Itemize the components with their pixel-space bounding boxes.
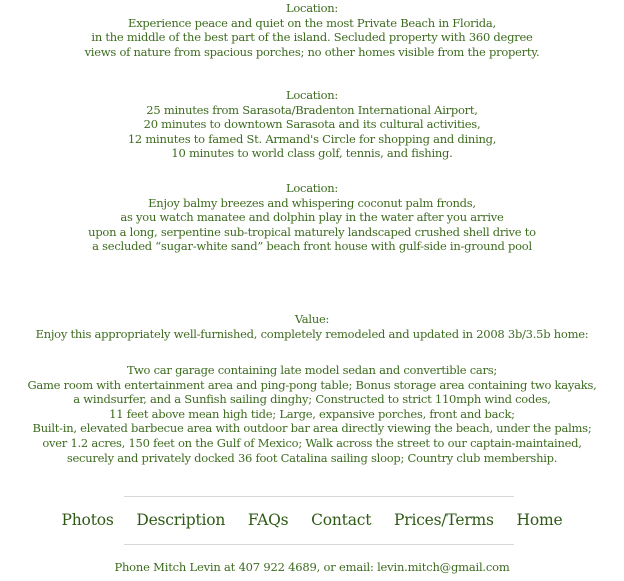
amenity-line: 11 feet above mean high tide; Large, expansive porches, front and back; xyxy=(109,406,515,421)
section-line: Experience peace and quiet on the most Private Beach in Florida, xyxy=(128,15,496,30)
nav-link-contact[interactable]: Contact xyxy=(311,511,372,529)
section-line: Enjoy balmy breezes and whispering coconut palm fronds, xyxy=(148,195,476,210)
section-line: in the middle of the best part of the island. Secluded property with 360 degree xyxy=(91,30,533,45)
section-line: as you watch manatee and dolphin play in the water after you arrive xyxy=(120,210,504,225)
section-heading: Value: xyxy=(294,312,330,326)
amenity-line: Game room with entertainment area and ping-pong table; Bonus storage area containing two kayaks, xyxy=(27,377,597,392)
value-section xyxy=(0,312,624,341)
section-heading: Location: xyxy=(285,88,339,102)
amenity-line: securely and privately docked 36 foot Catalina sailing sloop; Country club membership. xyxy=(66,450,558,465)
section-line: 10 minutes to world class golf, tennis, and fishing. xyxy=(171,146,453,161)
amenity-line: a windsurfer, and a Sunfish sailing dinghy; Constructed to strict 110mph wind codes, xyxy=(73,392,551,407)
amenity-line: Two car garage containing late model sedan and convertible cars; xyxy=(126,363,498,377)
section-line: 20 minutes to downtown Sarasota and its cultural activities, xyxy=(143,117,481,132)
nav-link-photos[interactable]: Photos xyxy=(61,511,114,529)
amenity-line: over 1.2 acres, 150 feet on the Gulf of Mexico; Walk across the street to our captain-maintained, xyxy=(42,435,582,450)
amenities-section xyxy=(0,363,624,465)
nav-link-home[interactable]: Home xyxy=(516,511,563,529)
section-line: views of nature from spacious porches; no other homes visible from the property. xyxy=(84,44,540,59)
section-line: upon a long, serpentine sub-tropical maturely landscaped crushed shell drive to xyxy=(88,224,536,239)
location-section-privacy xyxy=(0,1,624,59)
nav-link-prices-terms[interactable]: Prices/Terms xyxy=(394,511,494,529)
section-line: Enjoy this appropriately well-furnished, completely remodeled and updated in 2008 3b/3.5b home: xyxy=(35,326,589,341)
section-heading: Location: xyxy=(285,181,339,195)
nav-link-description[interactable]: Description xyxy=(136,511,226,529)
section-heading: Location: xyxy=(285,1,339,15)
divider-top xyxy=(124,496,514,497)
location-section-distances xyxy=(0,88,624,161)
site-nav xyxy=(0,510,624,530)
contact-footer: Phone Mitch Levin at 407 922 4689, or email: levin.mitch@gmail.com xyxy=(114,560,510,574)
section-line: 25 minutes from Sarasota/Bradenton International Airport, xyxy=(146,102,478,117)
nav-link-faqs[interactable]: FAQs xyxy=(247,511,289,529)
divider-bottom xyxy=(124,544,514,545)
section-line: 12 minutes to famed St. Armand's Circle for shopping and dining, xyxy=(127,131,497,146)
section-line: a secluded “sugar-white sand” beach front house with gulf-side in-ground pool xyxy=(92,239,532,254)
location-section-arrival xyxy=(0,181,624,254)
amenity-line: Built-in, elevated barbecue area with outdoor bar area directly viewing the beach, under the palms; xyxy=(32,421,592,436)
